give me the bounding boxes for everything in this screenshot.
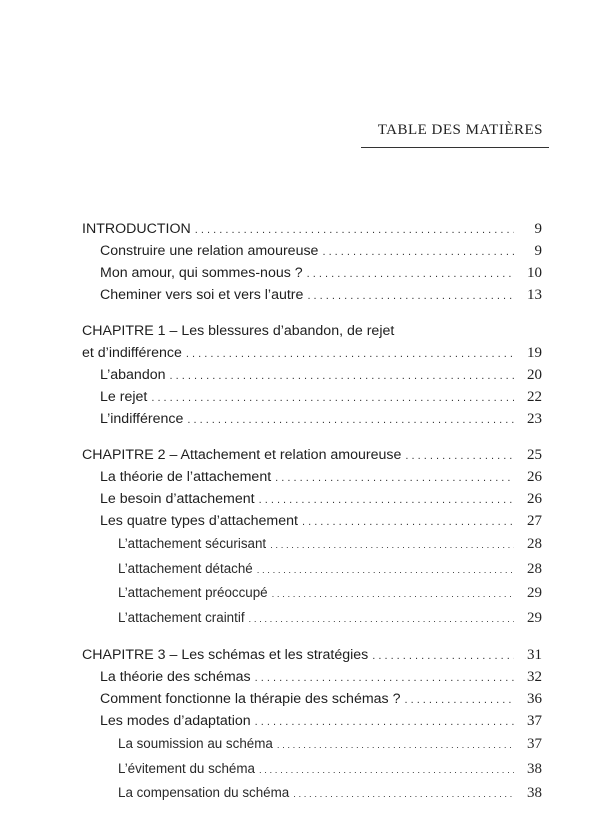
toc-subentry[interactable] [82,781,542,806]
toc-page-number: 26 [527,469,542,485]
toc-entry[interactable] [82,364,542,386]
toc-entry-label: CHAPITRE 3 – Les schémas et les stratégies [82,647,369,663]
toc-entry-label: Comment fonctionne la thérapie des schémas ? [100,691,401,707]
dot-leader [372,644,514,667]
toc-page-number: 37 [527,736,542,752]
toc-entry[interactable] [82,510,542,532]
dot-leader [302,510,514,533]
toc-subentry[interactable] [82,757,542,782]
toc-page-number: 20 [527,367,542,383]
dot-leader [277,732,514,759]
dot-leader [307,262,514,285]
toc-entry-introduction[interactable] [82,218,542,240]
toc-entry-label: L’évitement du schéma [118,760,255,776]
toc-entry-label: INTRODUCTION [82,221,191,237]
toc-entry[interactable] [82,466,542,488]
table-of-contents [82,218,542,806]
toc-entry-chapter-1[interactable] [82,342,542,364]
toc-page-number: 26 [527,491,542,507]
toc-entry[interactable] [82,710,542,732]
toc-entry[interactable] [82,262,542,284]
toc-page-number: 9 [534,221,542,237]
toc-page-number: 28 [527,536,542,552]
toc-page-number: 10 [527,265,542,281]
toc-entry-label: L’attachement craintif [118,609,245,625]
toc-entry-label: L’attachement détaché [118,560,253,576]
toc-page-number: 27 [527,513,542,529]
toc-entry-label: La compensation du schéma [118,785,290,800]
dot-leader [275,466,514,489]
toc-page-number: 38 [527,785,542,801]
toc-page-number: 32 [527,669,542,685]
toc-entry[interactable] [82,284,542,306]
toc-page-number: 13 [527,287,542,303]
toc-entry-label: CHAPITRE 2 – Attachement et relation amoureuse [82,447,402,463]
dot-leader [293,781,514,808]
toc-entry-label: Les modes d’adaptation [100,713,251,729]
toc-entry-label: La soumission au schéma [118,736,273,751]
toc-entry-label: Le besoin d’attachement [100,491,255,507]
toc-subentry[interactable] [82,732,542,757]
toc-entry-chapter-2[interactable] [82,444,542,466]
page-header [361,116,549,148]
toc-entry[interactable] [82,240,542,262]
toc-page-number: 37 [527,713,542,729]
toc-subentry[interactable] [82,581,542,606]
toc-entry[interactable] [82,408,542,430]
dot-leader [195,218,514,241]
toc-page-number: 29 [527,609,542,626]
toc-entry-label: L’indifférence [100,411,184,427]
toc-page-number: 25 [527,447,542,463]
dot-leader [170,364,515,387]
toc-page-number: 23 [527,411,542,427]
toc-subentry[interactable] [82,606,542,631]
dot-leader [405,444,514,467]
toc-entry-label: Les quatre types d’attachement [100,513,298,529]
dot-leader [259,488,514,511]
toc-page-number: 28 [527,560,542,577]
toc-entry-label: La théorie des schémas [100,669,251,685]
dot-leader [270,532,514,559]
toc-subentry[interactable] [82,532,542,557]
toc-entry-label: L’abandon [100,367,166,383]
toc-page-number: 29 [527,585,542,601]
toc-entry-label: La théorie de l’attachement [100,469,272,485]
toc-entry-label: L’attachement préoccupé [118,585,268,600]
toc-subentry[interactable] [82,557,542,582]
toc-page-number: 22 [527,389,542,405]
dot-leader [187,408,514,431]
dot-leader [257,557,514,584]
toc-entry[interactable] [82,666,542,688]
toc-page-number: 19 [527,345,542,361]
toc-page-number: 9 [534,243,542,259]
toc-entry-label: Construire une relation amoureuse [100,243,319,259]
toc-chapter-1-title[interactable]: CHAPITRE 1 – Les blessures d’abandon, de rejet [82,323,395,339]
toc-entry[interactable] [82,488,542,510]
dot-leader [259,757,514,784]
dot-leader [255,710,514,733]
dot-leader [249,606,514,633]
toc-entry-label: L’attachement sécurisant [118,536,267,551]
dot-leader [272,581,514,608]
toc-entry-label: Mon amour, qui sommes-nous ? [100,265,303,281]
toc-entry-label: et d’indifférence [82,345,182,361]
toc-entry-label: Le rejet [100,389,148,405]
toc-entry[interactable] [82,688,542,710]
page-title: TABLE DES MATIÈRES [377,122,543,138]
toc-page-number: 31 [527,647,542,663]
dot-leader [404,688,514,711]
toc-entry-chapter-3[interactable] [82,644,542,666]
toc-entry-label: Cheminer vers soi et vers l’autre [100,287,304,303]
dot-leader [322,240,514,263]
toc-page-number: 36 [527,691,542,707]
toc-entry[interactable] [82,386,542,408]
dot-leader [307,284,514,307]
toc-page-number: 38 [527,760,542,777]
dot-leader [255,666,514,689]
dot-leader [151,386,514,409]
dot-leader [186,342,514,365]
